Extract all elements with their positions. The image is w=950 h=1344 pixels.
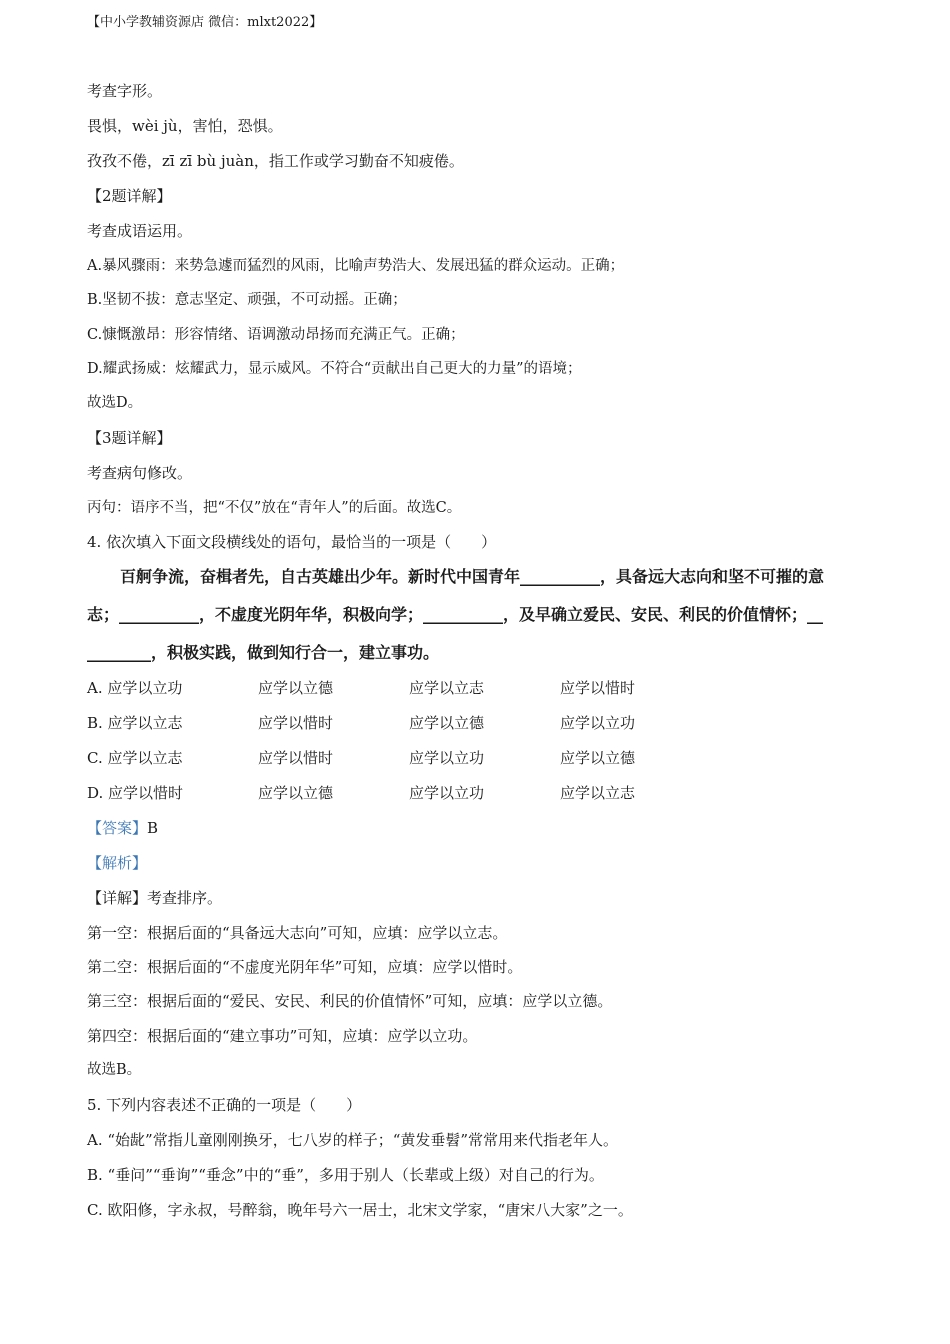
q2-detail-line: D.耀武扬威：炫耀武力，显示威风。不符合“贡献出自己更大的力量”的语境； — [87, 361, 582, 377]
q4-option-d-4: 应学以立志 — [560, 784, 636, 802]
q4-option-d: D. 应学以惜时 — [87, 784, 184, 802]
q4-stem: 4. 依次填入下面文段横线处的语句，最恰当的一项是（ ） — [87, 533, 497, 551]
q4-option-b-4: 应学以立功 — [560, 714, 636, 732]
q4-passage-line: 志；__________，不虚度光阴年华，积极向学；__________，及早确立爱民、安民、利民的价值情怀；__ — [87, 605, 824, 624]
q5-option-a: A. “始龀”常指儿童刚刚换牙，七八岁的样子；“黄发垂髫”常常用来代指老年人。 — [87, 1131, 619, 1149]
q4-option-b-2: 应学以惜时 — [258, 714, 334, 732]
q4-detail-line: 故选B。 — [87, 1062, 142, 1078]
q2-detail-line: C.慷慨激昂：形容情绪、语调激动昂扬而充满正气。正确； — [87, 327, 465, 343]
page-header: 【中小学教辅资源店 微信：mlxt2022】 — [87, 15, 323, 30]
q4-answer — [87, 818, 158, 838]
q3-detail-line: 考查病句修改。 — [87, 464, 193, 482]
q4-detail-line: 第四空：根据后面的“建立事功”可知，应填：应学以立功。 — [87, 1027, 478, 1045]
q2-detail-line: 考查成语运用。 — [87, 222, 193, 240]
answer-tag: 【答案】 — [87, 819, 148, 837]
q4-option-a: A. 应学以立功 — [87, 679, 183, 697]
q4-option-c-4: 应学以立德 — [560, 749, 636, 767]
q3-detail-title: 【3题详解】 — [87, 429, 172, 447]
q4-option-a-2: 应学以立德 — [258, 679, 334, 697]
q4-option-c: C. 应学以立志 — [87, 749, 183, 767]
q2-detail-line: 故选D。 — [87, 395, 143, 411]
q5-option-c: C. 欧阳修，字永叔，号醉翁，晚年号六一居士，北宋文学家，“唐宋八大家”之一。 — [87, 1201, 633, 1219]
q4-analysis-tag: 【解析】 — [87, 854, 148, 872]
q5-stem: 5. 下列内容表述不正确的一项是（ ） — [87, 1096, 362, 1114]
q1-detail-line: 畏惧，wèi jù，害怕，恐惧。 — [87, 117, 283, 135]
q4-detail-line: 第二空：根据后面的“不虚度光阴年华”可知，应填：应学以惜时。 — [87, 958, 523, 976]
answer-value: B — [147, 819, 159, 837]
q4-option-b: B. 应学以立志 — [87, 714, 183, 732]
q4-option-c-2: 应学以惜时 — [258, 749, 334, 767]
q4-detail-line: 【详解】考查排序。 — [87, 889, 223, 907]
q3-detail-line: 丙句：语序不当，把“不仅”放在“青年人”的后面。故选C。 — [87, 500, 462, 516]
q4-option-d-3: 应学以立功 — [409, 784, 485, 802]
q5-option-b: B. “垂问”“垂询”“垂念”中的“垂”，多用于别人（长辈或上级）对自己的行为。 — [87, 1166, 604, 1184]
q4-option-d-2: 应学以立德 — [258, 784, 334, 802]
q2-detail-line: B.坚韧不拔：意志坚定、顽强，不可动摇。正确； — [87, 292, 407, 308]
q4-detail-line: 第三空：根据后面的“爱民、安民、利民的价值情怀”可知，应填：应学以立德。 — [87, 992, 613, 1010]
q4-option-c-3: 应学以立功 — [409, 749, 485, 767]
q2-detail-line: A.暴风骤雨：来势急遽而猛烈的风雨，比喻声势浩大、发展迅猛的群众运动。正确； — [87, 258, 625, 274]
q4-option-a-3: 应学以立志 — [409, 679, 485, 697]
q4-detail-line: 第一空：根据后面的“具备远大志向”可知，应填：应学以立志。 — [87, 924, 508, 942]
q4-passage-line: 百舸争流，奋楫者先，自古英雄出少年。新时代中国青年__________，具备远大志向和坚不可摧的意 — [120, 567, 825, 586]
q4-option-a-4: 应学以惜时 — [560, 679, 636, 697]
q4-passage-line: ________，积极实践，做到知行合一，建立事功。 — [87, 643, 440, 662]
q2-detail-title: 【2题详解】 — [87, 187, 172, 205]
q1-detail-line: 考查字形。 — [87, 82, 163, 100]
q1-detail-line: 孜孜不倦，zī zī bù juàn，指工作或学习勤奋不知疲倦。 — [87, 152, 464, 170]
q4-option-b-3: 应学以立德 — [409, 714, 485, 732]
